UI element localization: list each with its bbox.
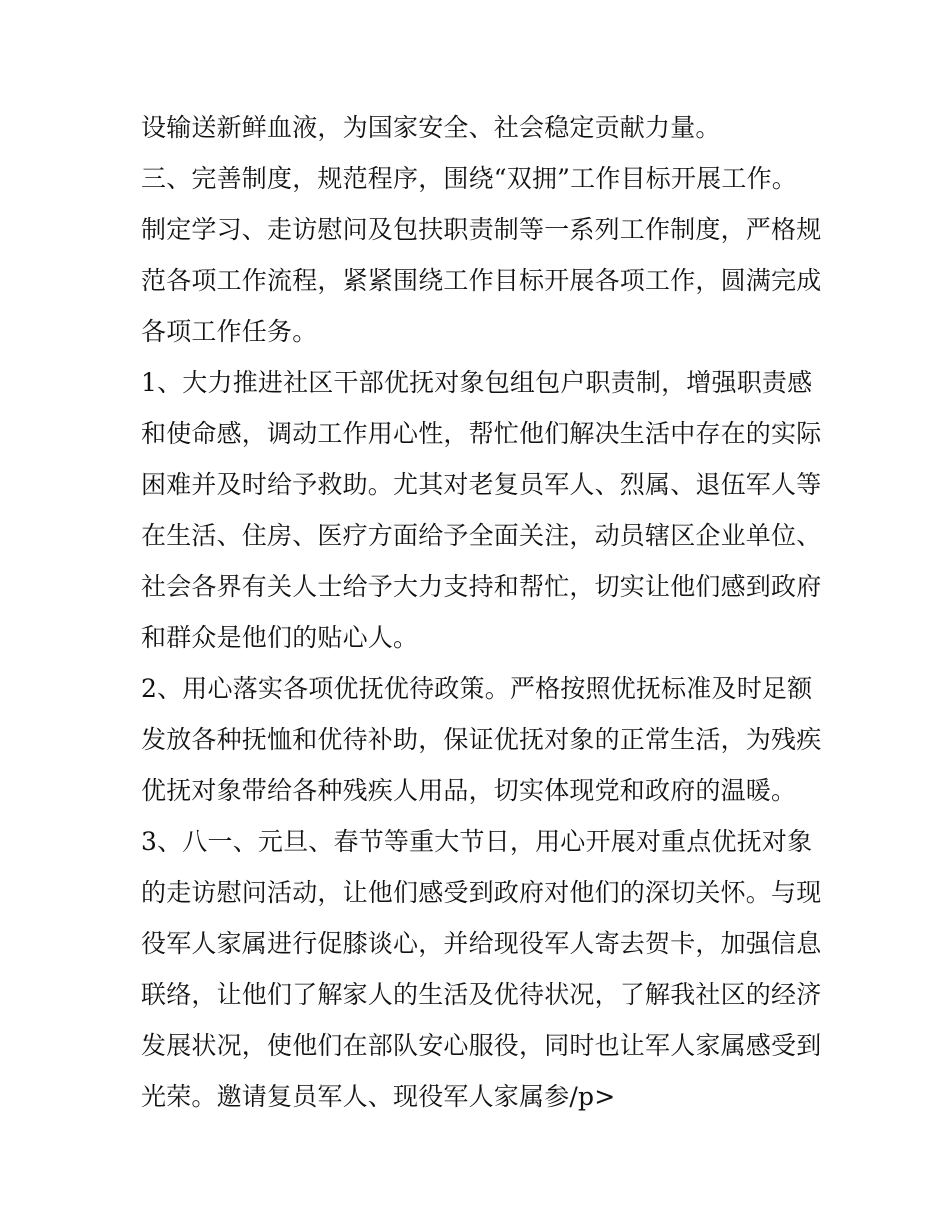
item-3-line-4: 联络，让他们了解家人的生活及优待状况，了解我社区的经济 [141,980,822,1009]
item-3-line-5: 发展状况，使他们在部队安心服役，同时也让军人家属感受到 [141,1031,822,1060]
section-heading-3: 三、完善制度，规范程序，围绕“双拥”工作目标开展工作。 [141,164,797,193]
item-1-line-1: 1、大力推进社区干部优抚对象包组包户职责制，增强职责感 [141,368,813,397]
item-3-line-1: 3、八一、元旦、春节等重大节日，用心开展对重点优抚对象 [141,827,813,856]
text-line-1: 设输送新鲜血液，为国家安全、社会稳定贡献力量。 [141,113,721,142]
item-3-line-6: 光荣。邀请复员军人、现役军人家属参/p> [141,1082,616,1111]
item-2-line-1: 2、用心落实各项优抚优待政策。严格按照优抚标准及时足额 [141,674,813,703]
item-2-line-2: 发放各种抚恤和优待补助，保证优抚对象的正常生活，为残疾 [141,725,822,754]
item-3-line-2: 的走访慰问活动，让他们感受到政府对他们的深切关怀。与现 [141,878,822,907]
text-line-4: 范各项工作流程，紧紧围绕工作目标开展各项工作，圆满完成 [141,266,822,295]
item-1-line-4: 在生活、住房、医疗方面给予全面关注，动员辖区企业单位、 [141,521,822,550]
item-1-line-6: 和群众是他们的贴心人。 [141,623,419,652]
text-line-3: 制定学习、走访慰问及包扶职责制等一系列工作制度，严格规 [141,215,822,244]
text-line-5: 各项工作任务。 [141,317,318,346]
item-3-line-3: 役军人家属进行促膝谈心，并给现役军人寄去贺卡，加强信息 [141,929,822,958]
item-1-line-3: 困难并及时给予救助。尤其对老复员军人、烈属、退伍军人等 [141,470,822,499]
item-1-line-2: 和使命感，调动工作用心性，帮忙他们解决生活中存在的实际 [141,419,822,448]
item-2-line-3: 优抚对象带给各种残疾人用品，切实体现党和政府的温暖。 [141,776,797,805]
item-1-line-5: 社会各界有关人士给予大力支持和帮忙，切实让他们感到政府 [141,572,822,601]
